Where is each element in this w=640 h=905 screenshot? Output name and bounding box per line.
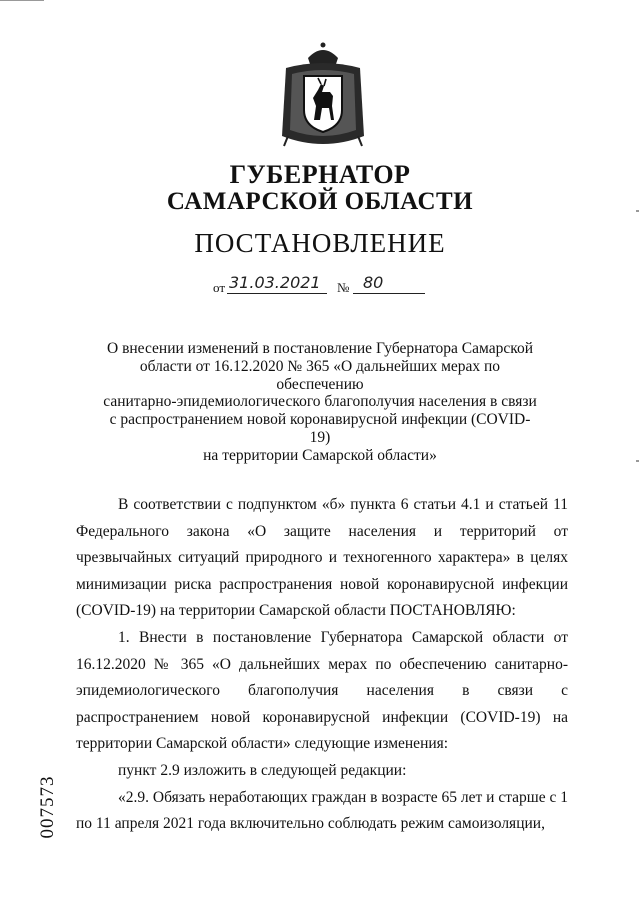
body-paragraph: 1. Внести в постановление Губернатора Самарской области от 16.12.2020 № 365 «О дальнейших мерах по обеспечению санитарно-эпидемиологического благополучия населения в связи с распространением новой коронавирусной инфекции (COVID-19) на территории Самарской области» следующие изменения: <box>76 628 568 753</box>
date-prefix: от <box>213 280 226 295</box>
subject-line: с распространением новой коронавирусной инфекции (COVID-19) <box>109 411 531 446</box>
number-prefix: № <box>337 280 350 295</box>
body-paragraph: «2.9. Обязать неработающих граждан в возрасте 65 лет и старше с 1 по 11 апреля 2021 года включительно соблюдать режим самоизоляции, <box>76 788 568 833</box>
body-paragraph: В соответствии с подпунктом «б» пункта 6 статьи 4.1 и статьей 11 Федерального закона «О защите населения и территорий от чрезвычайных ситуаций природного и техногенного характера» в целях минимизации риска распространения новой коронавирусной инфекции (COVID-19) на территории Самарской области ПОСТАНОВЛЯЮ: <box>76 496 568 620</box>
subject-line: на территории Самарской области» <box>203 446 437 464</box>
side-serial-number <box>28 762 68 852</box>
handwritten-date: 31.03.2021 <box>229 273 321 292</box>
subject-line: О внесении изменений в постановление Губернатора Самарской <box>107 340 533 357</box>
body-text <box>76 492 568 838</box>
number-underline <box>353 293 425 294</box>
body-paragraph: пункт 2.9 изложить в следующей редакции: <box>118 761 407 779</box>
dateline <box>213 273 443 297</box>
scan-mark <box>0 0 44 1</box>
subject-line: области от 16.12.2020 № 365 «О дальнейших мерах по обеспечению <box>139 357 501 393</box>
subject-block <box>100 340 540 465</box>
side-serial-text: 007573 <box>37 775 58 839</box>
subject-line: санитарно-эпидемиологического благополучия населения в связи <box>103 393 537 411</box>
org-title-line2: САМАРСКОЙ ОБЛАСТИ <box>166 188 474 215</box>
scan-mark <box>636 210 639 212</box>
handwritten-number: 80 <box>363 273 384 292</box>
doc-type-title: ПОСТАНОВЛЕНИЕ <box>194 228 446 258</box>
scan-mark <box>636 460 639 462</box>
org-title-line1: ГУБЕРНАТОР <box>229 160 411 189</box>
samara-coat-of-arms-icon <box>278 40 368 152</box>
date-underline <box>227 293 327 294</box>
